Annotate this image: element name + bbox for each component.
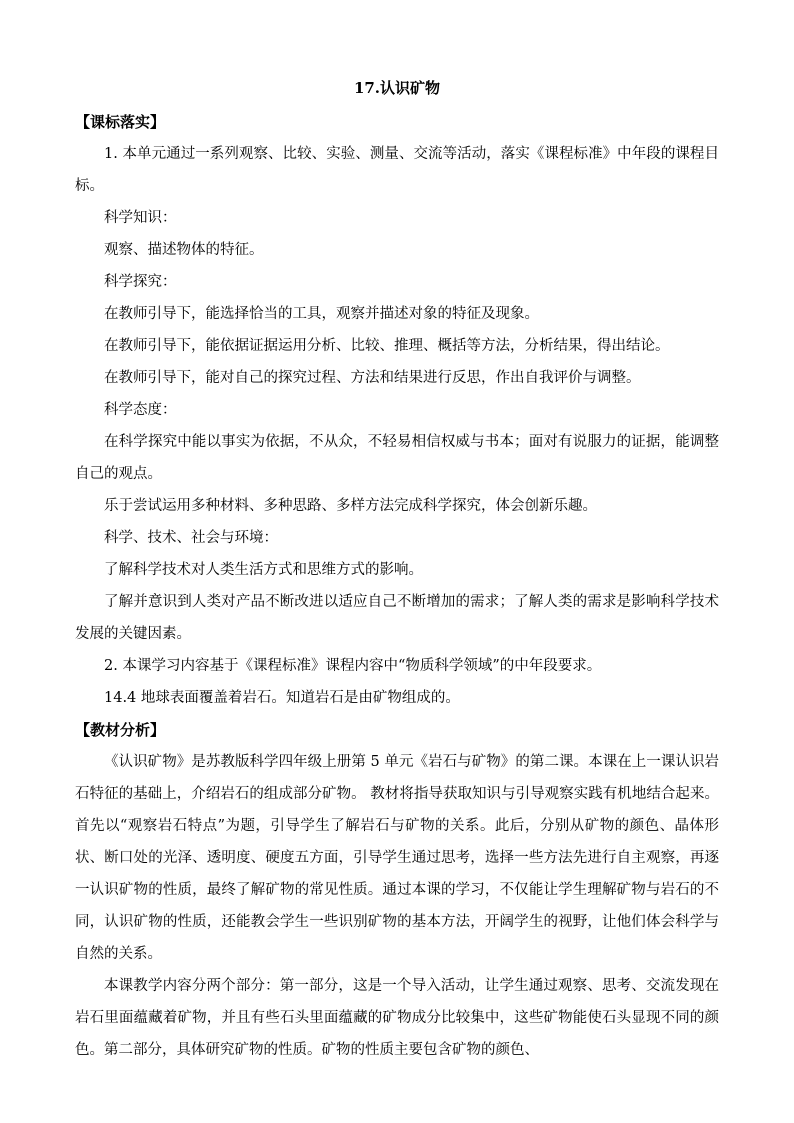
paragraph: 科学态度： (104, 402, 177, 418)
paragraph: 《认识矿物》是苏教版科学四年级上册第 5 单元《岩石与矿物》的第二课。本课在上一课认识岩石特征的基础上，介绍岩石的组成部分矿物。 教材将指导获取知识与引导观察实践有机地结合起来。首先以“观察岩石特点”为题，引导学生了解岩石与矿物的关系。此后，分别从矿物的颜色、晶体形状、断口处的光泽、透明度、硬度五方面，引导学生通过思考，选择一些方法先进行自主观察，再逐一认识矿物的性质，最终了解矿物的常见性质。通过本课的学习，不仅能让学生理解矿物与岩石的不同，认识矿物的性质，还能教会学生一些识别矿物的基本方法，开阔学生的视野，让他们体会科学与自然的关系。 (75, 754, 719, 962)
paragraph: 了解科学技术对人类生活方式和思维方式的影响。 (104, 562, 423, 578)
paragraph: 乐于尝试运用多种材料、多种思路、多样方法完成科学探究，体会创新乐趣。 (104, 498, 597, 514)
paragraph: 科学、技术、社会与环境： (104, 530, 278, 546)
document-page (75, 76, 719, 1066)
paragraph: 14.4 地球表面覆盖着岩石。知道岩石是由矿物组成的。 (104, 690, 460, 706)
paragraph: 1. 本单元通过一系列观察、比较、实验、测量、交流等活动，落实《课程标准》中年段的课程目标。 (75, 146, 719, 194)
paragraph: 科学探究： (104, 274, 177, 290)
document-title: 17.认识矿物 (353, 79, 441, 97)
paragraph: 科学知识： (104, 210, 177, 226)
paragraph: 在科学探究中能以事实为依据，不从众，不轻易相信权威与书本；面对有说服力的证据，能调整自己的观点。 (75, 434, 719, 482)
section-heading-curriculum: 【课标落实】 (75, 113, 166, 131)
paragraph: 本课教学内容分两个部分：第一部分，这是一个导入活动，让学生通过观察、思考、交流发现在岩石里面蕴藏着矿物，并且有些石头里面蕴藏的矿物成分比较集中，这些矿物能使石头显现不同的颜色。第二部分，具体研究矿物的性质。矿物的性质主要包含矿物的颜色、 (75, 978, 719, 1058)
paragraph: 了解并意识到人类对产品不断改进以适应自己不断增加的需求；了解人类的需求是影响科学技术发展的关键因素。 (75, 594, 719, 642)
paragraph: 2. 本课学习内容基于《课程标准》课程内容中“物质科学领域”的中年段要求。 (104, 658, 602, 674)
paragraph: 在教师引导下，能选择恰当的工具，观察并描述对象的特征及现象。 (104, 306, 539, 322)
paragraph: 在教师引导下，能对自己的探究过程、方法和结果进行反思，作出自我评价与调整。 (104, 370, 641, 386)
paragraph: 观察、描述物体的特征。 (104, 242, 264, 258)
paragraph: 在教师引导下，能依据证据运用分析、比较、推理、概括等方法，分析结果，得出结论。 (104, 338, 670, 354)
section-heading-textbook-analysis: 【教材分析】 (75, 721, 166, 739)
